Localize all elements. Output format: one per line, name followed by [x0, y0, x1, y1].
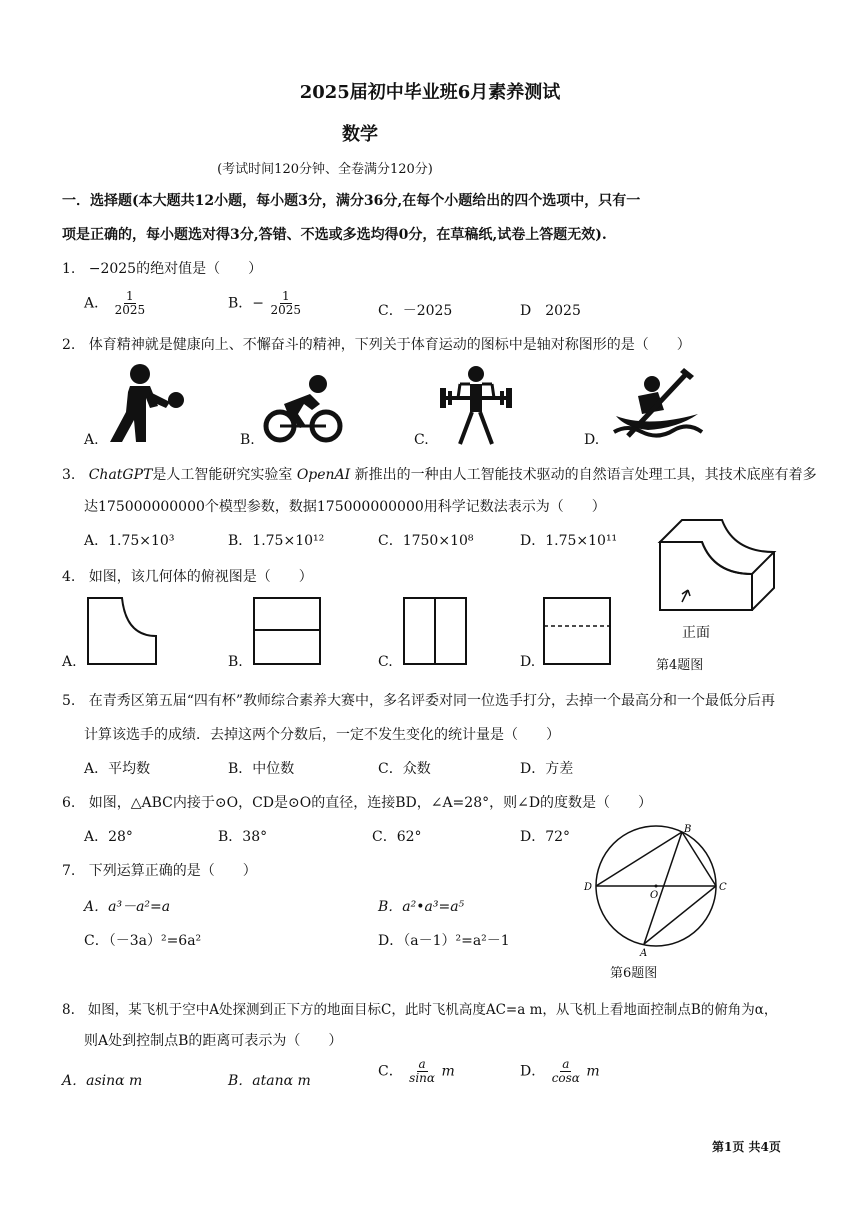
- q2-label-c: C.: [414, 432, 429, 448]
- question-5-line-1: [62, 690, 775, 710]
- question-number: 2.: [62, 337, 76, 353]
- question-text: 在青秀区第五届“四有杯”教师综合素养大赛中，多名评委对同一位选手打分，去掉一个最高分和一个最低分后再: [88, 693, 776, 709]
- question-text: 是人工智能研究实验室: [152, 467, 293, 483]
- question-number: 4.: [62, 569, 76, 585]
- cyclist-icon: [262, 374, 346, 444]
- q3-option-c: C．1750×10⁸: [378, 533, 474, 549]
- option-label: A．: [84, 295, 109, 312]
- unit: m: [441, 1063, 455, 1080]
- q8-option-a: A．asinα m: [62, 1073, 143, 1089]
- question-text: 如图，该几何体的俯视图是（ ）: [88, 569, 313, 585]
- point-label-o: O: [650, 890, 659, 901]
- q5-option-d: D．方差: [520, 761, 574, 777]
- unit: m: [586, 1063, 600, 1080]
- option-label: B．−: [228, 295, 265, 312]
- q6-option-a: A．28°: [84, 829, 133, 845]
- fraction-denominator: 2025: [114, 303, 146, 317]
- question-5-line-2: 计算该选手的成绩．去掉这两个分数后，一定不发生变化的统计量是（ ）: [84, 727, 560, 743]
- question-number: 3.: [62, 467, 76, 483]
- circle-diagram-icon: [580, 822, 730, 962]
- q4-label-b: B.: [228, 654, 243, 670]
- fraction-numerator: 1: [126, 289, 134, 303]
- q4-label-d: D.: [520, 654, 536, 670]
- question-3-line-2: 达175000000000个模型参数，数据175000000000用科学记数法表示为（ ）: [84, 499, 606, 515]
- q4-label-c: C.: [378, 654, 393, 670]
- q4-label-a: A.: [62, 654, 77, 670]
- q2-label-a: A.: [84, 432, 99, 448]
- fraction-denominator: cosα: [551, 1071, 580, 1085]
- q4-figure-caption: 第4题图: [656, 658, 704, 673]
- section-instructions-1: 一．选择题(本大题共12小题，每小题3分，满分36分,在每个小题给出的四个选项中，只有一: [62, 193, 641, 209]
- q5-option-c: C．众数: [378, 761, 431, 777]
- q7-option-b: B．a²•a³=a⁵: [378, 899, 465, 915]
- q7-option-c: C．（－3a）²=6a²: [84, 933, 202, 949]
- q6-option-b: B．38°: [218, 829, 268, 845]
- question-7: [62, 860, 257, 880]
- q2-label-b: B.: [240, 432, 255, 448]
- q1-option-a: [84, 290, 147, 317]
- q3-option-b: B．1.75×10¹²: [228, 533, 325, 549]
- question-text: 如图，△ABC内接于⊙O，CD是⊙O的直径，连接BD，∠A=28°，则∠D的度数是（ ）: [88, 795, 653, 811]
- brand-name: OpenAI: [296, 467, 351, 483]
- point-label-a: A: [640, 948, 648, 959]
- q1-option-c: C．－2025: [378, 303, 453, 319]
- point-label-d: D: [584, 882, 593, 893]
- exam-note: (考试时间120分钟、全卷满分120分): [217, 162, 433, 177]
- question-3-line-1: [62, 464, 817, 484]
- fraction-numerator: a: [562, 1057, 570, 1071]
- fraction: [407, 1058, 437, 1085]
- question-8-line-2: 则A处到控制点B的距离可表示为（ ）: [84, 1033, 343, 1049]
- q6-option-d: D．72°: [520, 829, 571, 845]
- question-number: 6.: [62, 795, 76, 811]
- question-text: −2025的绝对值是（ ）: [88, 261, 263, 277]
- option-b-view-icon: [252, 596, 322, 668]
- fraction-denominator: sinα: [409, 1071, 435, 1085]
- question-text: 下列运算正确的是（ ）: [88, 863, 257, 879]
- q3-option-d: D．1.75×10¹¹: [520, 533, 618, 549]
- q5-option-a: A．平均数: [84, 761, 151, 777]
- q1-option-d: D 2025: [520, 303, 581, 319]
- point-label-c: C: [719, 882, 727, 893]
- question-text: 体育精神就是健康向上、不懈奋斗的精神，下列关于体育运动的图标中是轴对称图形的是（ ）: [88, 337, 691, 353]
- fraction-numerator: a: [418, 1057, 426, 1071]
- option-label: C．: [378, 1063, 403, 1080]
- q2-label-d: D.: [584, 432, 600, 448]
- kayaker-icon: [608, 366, 708, 446]
- question-number: 5.: [62, 693, 76, 709]
- weightlifter-icon: [436, 362, 516, 446]
- question-6: [62, 792, 652, 812]
- fraction: [550, 1058, 582, 1085]
- question-number: 8.: [62, 1002, 75, 1018]
- q3-option-a: A．1.75×10³: [84, 533, 175, 549]
- q7-option-a: A．a³－a²=a: [84, 899, 171, 915]
- question-text: 如图，某飞机于空中A处探测到正下方的地面目标C，此时飞机高度AC=a m，从飞机上看地面控制点B的俯角为α，: [87, 1002, 778, 1018]
- fraction-denominator: 2025: [270, 303, 302, 317]
- brand-name: ChatGPT: [88, 467, 153, 483]
- q1-option-b: [228, 290, 303, 317]
- page-number: 第1页 共4页: [712, 1140, 781, 1154]
- question-number: 1.: [62, 261, 76, 277]
- question-4: [62, 566, 313, 586]
- fraction-numerator: 1: [281, 289, 290, 303]
- q6-option-c: C．62°: [372, 829, 422, 845]
- section-instructions-2: 项是正确的，每小题选对得3分,答错、不选或多选均得0分，在草稿纸,试卷上答题无效).: [62, 227, 607, 243]
- volleyball-player-icon: [100, 362, 190, 446]
- q7-option-d: D．（a－1）²=a²－1: [378, 933, 510, 949]
- q8-option-b: B．atanα m: [228, 1073, 311, 1089]
- option-label: D．: [520, 1063, 546, 1080]
- q5-option-b: B．中位数: [228, 761, 295, 777]
- question-number: 7.: [62, 863, 76, 879]
- subject-title: 数学: [342, 124, 378, 145]
- question-1: [62, 258, 262, 278]
- option-c-view-icon: [402, 596, 472, 668]
- front-view-label: 正面: [682, 625, 710, 641]
- exam-title: 2025届初中毕业班6月素养测试: [299, 82, 561, 103]
- question-text: 新推出的一种由人工智能技术驱动的自然语言处理工具，其技术底座有着多: [354, 467, 817, 483]
- option-a-view-icon: [86, 596, 160, 668]
- fraction: [113, 290, 148, 317]
- option-d-view-icon: [542, 596, 612, 668]
- question-8-line-1: [62, 998, 777, 1018]
- point-label-b: B: [684, 824, 692, 835]
- solid-figure-icon: [652, 512, 782, 622]
- q6-figure-caption: 第6题图: [610, 966, 658, 981]
- fraction: [268, 290, 303, 317]
- question-2: [62, 334, 691, 354]
- q8-option-d: [520, 1058, 600, 1085]
- q8-option-c: [378, 1058, 455, 1085]
